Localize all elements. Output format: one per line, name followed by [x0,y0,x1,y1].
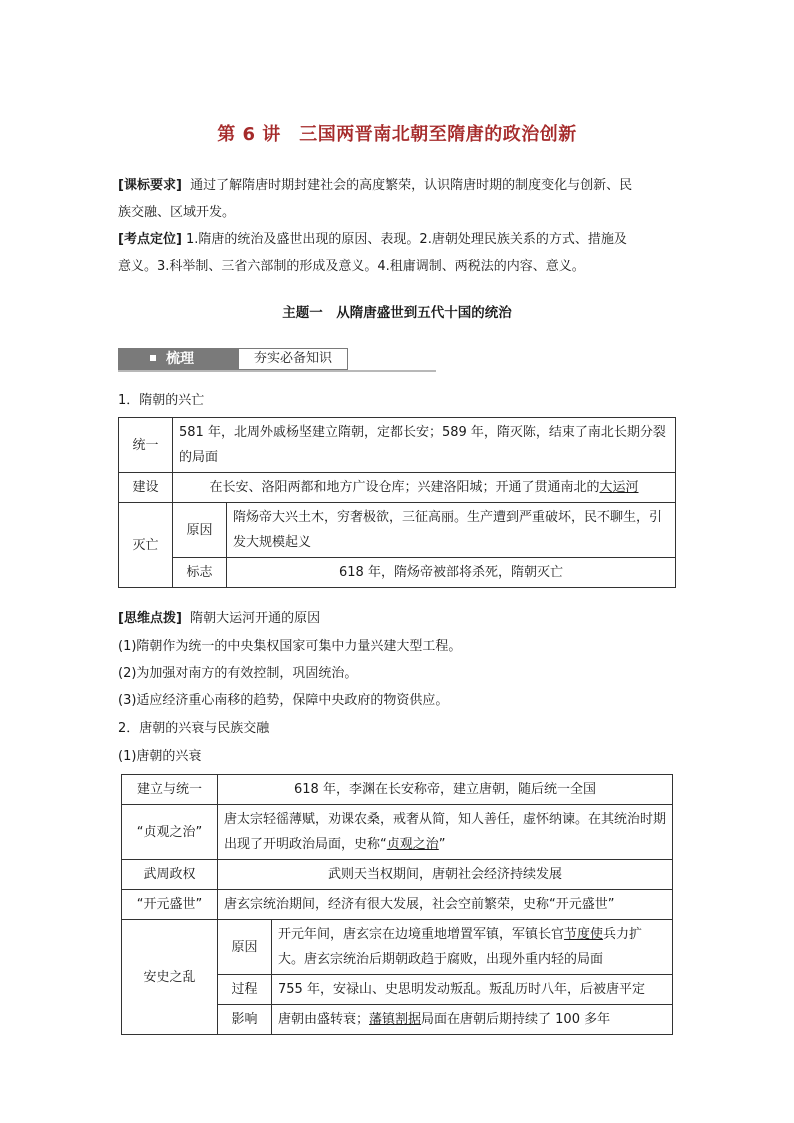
tang-dynasty-table [121,774,673,1035]
banner-light-label: 夯实必备知识 [238,348,348,370]
lecture-title: 第 6 讲 三国两晋南北朝至隋唐的政治创新 [217,124,577,145]
cell-construction: 在长安、洛阳两都和地方广设仓库；兴建洛阳城；开通了贯通南北的大运河 [173,473,676,503]
table-row [122,890,673,920]
list-item: (3)适应经济重心南移的趋势，保障中央政府的物资供应。 [118,693,449,708]
section-heading-sui: 1．隋朝的兴亡 [118,393,205,408]
cell-cause: 隋炀帝大兴土木，穷奢极欲，三征高丽。生产遭到严重破坏，民不聊生，引发大规模起义 [227,503,676,558]
table-row [122,920,673,975]
cell-wuzhou: 武则天当权期间，唐朝社会经济持续发展 [218,860,673,890]
row-label-founding: 建立与统一 [122,775,218,805]
table-row [122,805,673,860]
thinking-tip [118,609,320,629]
section-heading-tang: 2．唐朝的兴衰与民族交融 [118,721,270,736]
subsection-heading-tang: (1)唐朝的兴衰 [118,749,202,764]
fanzhen-term: 藩镇割据 [369,1012,422,1027]
table-row [119,503,676,558]
cell-anshi-process: 755 年，安禄山、史思明发动叛乱。叛乱历时八年，后被唐平定 [272,975,673,1005]
table-row [119,558,676,588]
table-row [122,775,673,805]
topic-heading: 主题一 从隋唐盛世到五代十国的统治 [282,305,512,321]
row-label-fall: 灭亡 [119,503,173,588]
section-banner [118,348,436,372]
table-row [119,418,676,473]
cell-sign: 618 年，隋炀帝被部将杀死，隋朝灭亡 [227,558,676,588]
list-item: (2)为加强对南方的有效控制，巩固统治。 [118,666,358,681]
row-label-anshi: 安史之乱 [122,920,218,1035]
thinking-tip-heading: 隋朝大运河开通的原因 [190,611,321,626]
zhenguan-term: 贞观之治 [386,837,439,852]
grand-canal-term: 大运河 [599,480,639,495]
curriculum-requirement [118,172,678,226]
curriculum-line2: 族交融、区域开发。 [118,205,236,220]
cell-anshi-impact: 唐朝由盛转衰；藩镇割据局面在唐朝后期持续了 100 多年 [272,1005,673,1035]
table-row [122,860,673,890]
sui-dynasty-table [118,417,676,588]
square-bullet-icon [150,355,156,361]
row-label-anshi-impact: 影响 [218,1005,272,1035]
exam-points-line1: 1.隋唐的统治及盛世出现的原因、表现。2.唐朝处理民族关系的方式、措施及 [186,232,627,247]
jiedushi-term: 节度使 [564,927,604,942]
row-label-unification: 统一 [119,418,173,473]
banner-rule [118,370,436,372]
exam-points [118,226,678,280]
row-label-anshi-process: 过程 [218,975,272,1005]
row-label-construction: 建设 [119,473,173,503]
row-label-sign: 标志 [173,558,227,588]
row-label-zhenguan: “贞观之治” [122,805,218,860]
row-label-cause: 原因 [173,503,227,558]
row-label-wuzhou: 武周政权 [122,860,218,890]
banner-dark-label: 梳理 [166,351,194,367]
curriculum-line1: 通过了解隋唐时期封建社会的高度繁荣，认识隋唐时期的制度变化与创新、民 [190,178,633,193]
cell-unification: 581 年，北周外戚杨坚建立隋朝，定都长安；589 年，隋灭陈，结束了南北长期分裂的局面 [173,418,676,473]
curriculum-label: [课标要求] [118,178,182,193]
thinking-tip-label: [思维点拨] [118,611,182,626]
exam-points-label: [考点定位] [118,232,182,247]
row-label-kaiyuan: “开元盛世” [122,890,218,920]
cell-anshi-cause: 开元年间，唐玄宗在边境重地增置军镇，军镇长官节度使兵力扩大。唐玄宗统治后期朝政趋于腐败，出现外重内轻的局面 [272,920,673,975]
cell-founding: 618 年，李渊在长安称帝，建立唐朝，随后统一全国 [218,775,673,805]
banner-dark-tab [118,348,240,370]
list-item: (1)隋朝作为统一的中央集权国家可集中力量兴建大型工程。 [118,639,462,654]
cell-kaiyuan: 唐玄宗统治期间，经济有很大发展，社会空前繁荣，史称“开元盛世” [218,890,673,920]
table-row [119,473,676,503]
exam-points-line2: 意义。3.科举制、三省六部制的形成及意义。4.租庸调制、两税法的内容、意义。 [118,259,585,274]
row-label-anshi-cause: 原因 [218,920,272,975]
cell-zhenguan: 唐太宗轻徭薄赋，劝课农桑，戒奢从简，知人善任，虚怀纳谏。在其统治时期出现了开明政治局面，史称“贞观之治” [218,805,673,860]
